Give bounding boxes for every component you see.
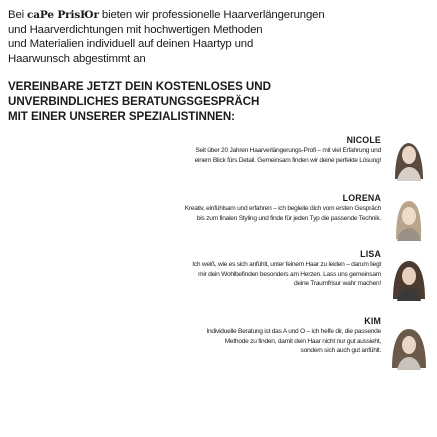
member-name: LISA bbox=[360, 249, 381, 259]
woman-portrait-icon bbox=[387, 135, 429, 181]
intro-line-2: und Haarverdichtungen mit hochwertigen Methoden bbox=[8, 23, 263, 36]
member-bio-line: einem Blick fürs Detail. Gemeinsam finden wir deine perfekte Lösung! bbox=[194, 156, 381, 164]
woman-portrait-icon bbox=[387, 195, 429, 241]
member-bio-line: Kreativ, einfühlsam und erfahren – ich begleite dich vom ersten Gespräch bbox=[184, 205, 381, 212]
member-name: KIM bbox=[364, 316, 381, 326]
member-bio-line: Ich weiß, wie es sich anfühlt, unter feinem Haar zu leiden – darum liegt bbox=[192, 261, 381, 268]
woman-portrait-icon bbox=[387, 324, 429, 370]
intro-line-3: und Materialien individuell auf deinen Haartyp und bbox=[8, 38, 254, 50]
member-bio-line: Individuelle Beratung ist das A und O – ich helfe dir, die passende bbox=[206, 328, 381, 335]
woman-portrait-icon bbox=[387, 255, 429, 301]
brand-name: caPe PrisЮr bbox=[27, 9, 99, 21]
cta-line-3: MIT EINER UNSERER SPEZIALISTINNEN: bbox=[8, 110, 235, 123]
member-name: NICOLE bbox=[346, 135, 381, 145]
team-member-lisa bbox=[0, 249, 429, 305]
intro-line-4: Haarwunsch abgestimmt an bbox=[8, 52, 146, 65]
member-bio-line: bis zum finalen Styling und finde für jeden Typ die passende Technik. bbox=[196, 214, 381, 222]
member-bio-line: Methode zu finden, damit dein Haar nicht nur gut aussieht, bbox=[224, 337, 381, 345]
cta-line-1: VEREINBARE JETZT DEIN KOSTENLOSES UND bbox=[8, 80, 271, 93]
intro-line-1: bieten wir professionelle Haarverlängerungen bbox=[98, 9, 325, 21]
cta-line-2: UNVERBINDLICHES BERATUNGSGESPRÄCH bbox=[8, 95, 260, 108]
member-name: LORENA bbox=[342, 193, 381, 203]
member-bio-line: deine Traumfrisur wahr machen! bbox=[293, 280, 381, 288]
member-bio-line: mir dein Wohlbefinden besonders am Herzen. Lass uns gemeinsam bbox=[198, 270, 381, 278]
member-bio-line: sondern sich auch gut anfühlt. bbox=[300, 347, 381, 355]
team-member-nicole bbox=[0, 135, 429, 181]
intro-prefix: Bei bbox=[8, 9, 28, 21]
member-bio-line: Seit über 20 Jahren Haarverlängerungs-Profi – mit viel Erfahrung und bbox=[195, 147, 381, 154]
team-member-kim bbox=[0, 316, 429, 376]
team-member-lorena bbox=[0, 193, 429, 249]
